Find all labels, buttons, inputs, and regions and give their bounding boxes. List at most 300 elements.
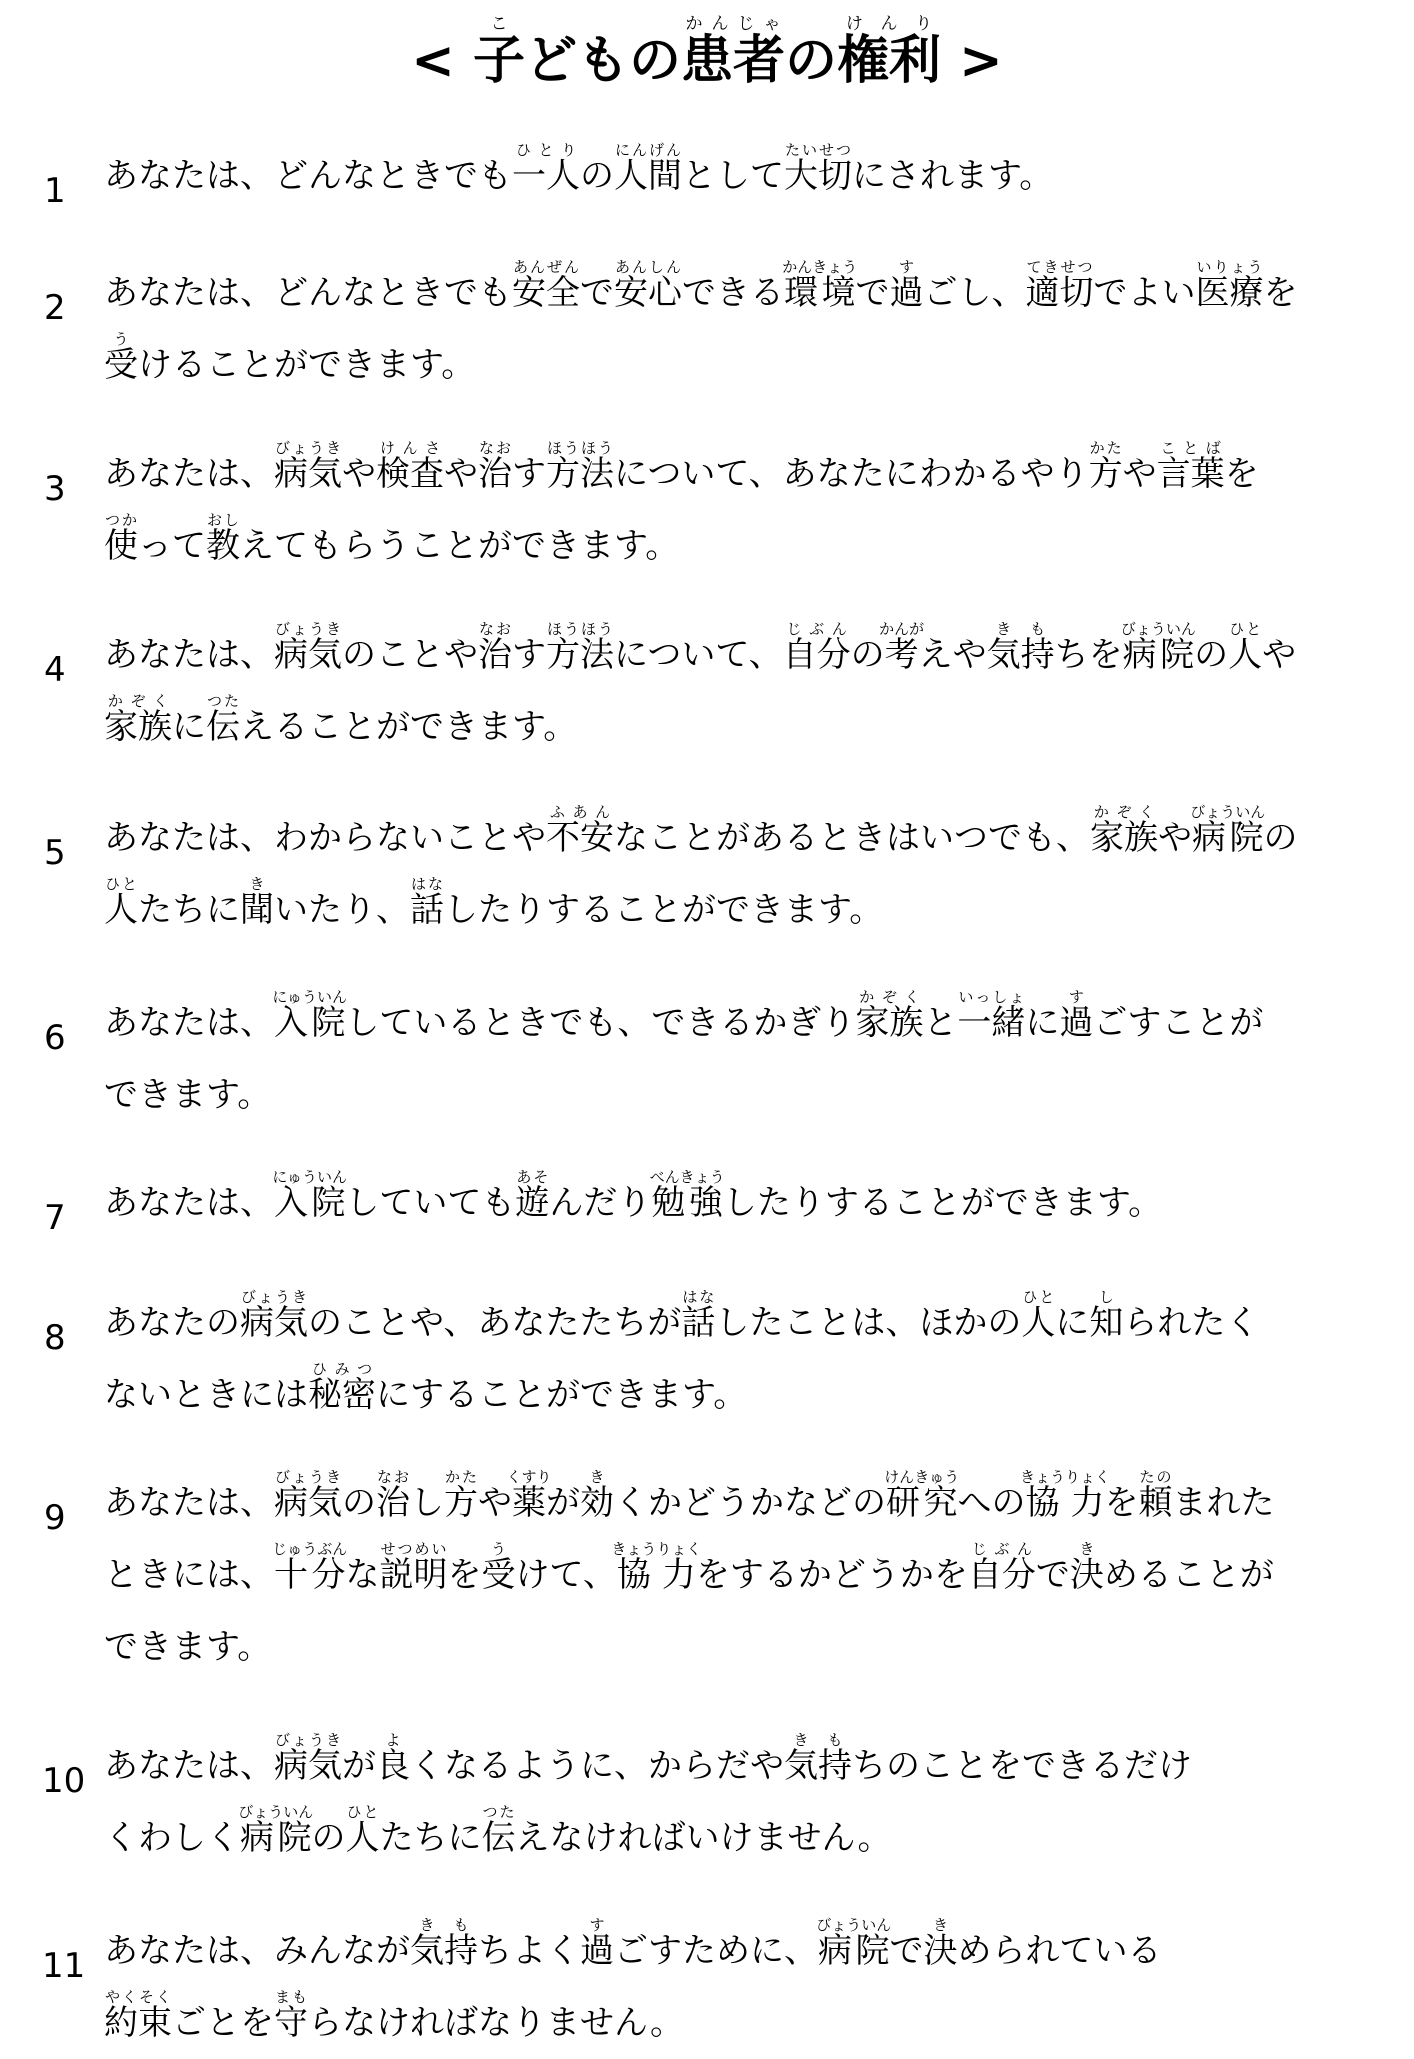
furigana-word [614, 258, 682, 313]
kanji-text: 大切 [784, 156, 852, 196]
furigana-reading: たの [1138, 1468, 1173, 1486]
text-run: の [311, 1818, 346, 1858]
kanji-text: 病院 [238, 1818, 314, 1858]
kanji-text: 気持 [986, 635, 1055, 675]
kanji-text: 方法 [546, 635, 614, 675]
furigana-reading: びょういん [238, 1803, 314, 1821]
furigana-word [104, 875, 138, 930]
furigana-word [1025, 258, 1094, 313]
text-line [104, 1802, 1374, 1874]
furigana-reading: じぶん [967, 1540, 1036, 1558]
text-line [104, 619, 1374, 691]
furigana-word [379, 1540, 448, 1595]
furigana-word [546, 620, 614, 675]
furigana-word [1020, 1468, 1111, 1523]
text-run: けて、 [515, 1555, 617, 1595]
text-run: くなるように、からだや [410, 1746, 784, 1786]
furigana-word [816, 1916, 892, 1971]
furigana-word [1069, 1540, 1104, 1595]
item-number: 2 [44, 288, 66, 328]
kanji-text: 効 [580, 1483, 614, 1523]
text-run: けることができます。 [138, 345, 476, 385]
furigana-word [274, 439, 342, 494]
furigana-reading: ふあん [546, 803, 614, 821]
kanji-text: 病気 [274, 454, 342, 494]
furigana-reading: びょうき [274, 1468, 342, 1486]
furigana-word [478, 620, 512, 675]
furigana-reading: ひと [345, 1803, 380, 1821]
text-run: の [580, 156, 614, 196]
text-run: していても [345, 1183, 516, 1223]
furigana-reading: くすり [506, 1468, 552, 1486]
furigana-word [649, 1168, 725, 1223]
kanji-text: 入院 [272, 1183, 348, 1223]
text-run: できます。 [104, 1075, 272, 1115]
item-number: 3 [44, 469, 66, 509]
text-line [104, 1467, 1374, 1539]
furigana-reading: けんさ [376, 439, 444, 457]
furigana-reading: なお [478, 439, 512, 457]
text-run: って [138, 526, 206, 566]
furigana-reading: にゅういん [272, 1168, 348, 1186]
text-run: あなたは、どんなときでも [104, 156, 512, 196]
kanji-text: 病院 [1190, 818, 1266, 858]
item-text [104, 1287, 1374, 1431]
text-line [104, 1730, 1374, 1802]
furigana-reading: ひと [104, 875, 138, 893]
text-run: の [342, 1483, 376, 1523]
kanji-text: 安全 [512, 273, 580, 313]
text-run: したりすることができます。 [444, 890, 884, 930]
kanji-text: 人 [345, 1818, 380, 1858]
furigana-reading: はな [410, 875, 444, 893]
kanji-text: 決 [923, 1931, 958, 1971]
text-run: られたく [1123, 1303, 1260, 1343]
furigana-word [410, 875, 444, 930]
text-run: えや [918, 635, 987, 675]
furigana-reading: おし [206, 511, 240, 529]
kanji-text: 過 [889, 273, 924, 313]
furigana-reading: いっしょ [957, 988, 1026, 1006]
text-line [104, 1359, 1374, 1431]
kanji-text: 入院 [272, 1003, 348, 1043]
text-run: しているときでも、できるかぎり [345, 1003, 856, 1043]
furigana-word [1190, 803, 1266, 858]
furigana-reading: す [889, 258, 924, 276]
furigana-reading: う [481, 1540, 516, 1558]
furigana-reading: いりょう [1195, 258, 1264, 276]
furigana-reading: にんげん [614, 141, 682, 159]
furigana-reading: なお [376, 1468, 410, 1486]
text-run: に [172, 707, 206, 747]
kanji-text: 勉強 [649, 1183, 725, 1223]
furigana-word [272, 988, 348, 1043]
item-text [104, 1167, 1374, 1239]
furigana-word [308, 1360, 376, 1415]
furigana-word [855, 988, 924, 1043]
furigana-reading: かた [444, 1468, 478, 1486]
furigana-word [1089, 1288, 1124, 1343]
kanji-text: 方法 [546, 454, 614, 494]
text-run: あなたは、 [104, 635, 274, 675]
text-run: められている [957, 1931, 1162, 1971]
furigana-word [967, 1540, 1036, 1595]
item-text [104, 140, 1374, 212]
furigana-reading: かぞく [1090, 803, 1158, 821]
furigana-reading: けんきゅう [884, 1468, 960, 1486]
furigana-reading: う [104, 330, 138, 348]
text-run: ないときには [104, 1375, 308, 1415]
furigana-word [546, 803, 614, 858]
furigana-reading: ほうほう [546, 439, 614, 457]
text-line [104, 1539, 1374, 1611]
furigana-word [1228, 620, 1263, 675]
furigana-reading: き [1069, 1540, 1104, 1558]
text-run: できる [682, 273, 784, 313]
text-run: のことや [342, 635, 478, 675]
item-number: 1 [44, 171, 66, 211]
text-run: をするかどうかを [695, 1555, 968, 1595]
furigana-word [546, 439, 614, 494]
furigana-word [206, 511, 240, 566]
furigana-word [879, 620, 925, 675]
furigana-reading: き [923, 1916, 958, 1934]
kanji-text: 研究 [884, 1483, 960, 1523]
furigana-word [481, 1803, 516, 1858]
text-run: ごとを [172, 2003, 274, 2043]
furigana-reading: きも [784, 1731, 852, 1749]
furigana-word [472, 14, 525, 91]
kanji-text: 守 [274, 2003, 308, 2043]
kanji-text: 患者 [680, 31, 785, 91]
kanji-text: 家族 [855, 1003, 924, 1043]
text-run: したりすることができます。 [722, 1183, 1163, 1223]
kanji-text: 知 [1089, 1303, 1124, 1343]
furigana-reading: はな [681, 1288, 716, 1306]
kanji-text: 権利 [837, 31, 942, 91]
kanji-text: 不安 [546, 818, 614, 858]
kanji-text: 考 [879, 635, 925, 675]
furigana-word [512, 141, 580, 196]
text-run: あなたは、みんなが [104, 1931, 410, 1971]
furigana-word [1090, 803, 1158, 858]
kanji-text: 言葉 [1156, 454, 1225, 494]
furigana-word [206, 692, 240, 747]
furigana-reading: す [1059, 988, 1094, 1006]
text-run: で [889, 1931, 924, 1971]
text-run: を [1263, 273, 1298, 313]
furigana-word [104, 511, 138, 566]
furigana-word [1120, 620, 1196, 675]
text-line [104, 510, 1374, 582]
text-run: なことがあるときはいつでも、 [614, 818, 1090, 858]
text-run: えてもらうことができます。 [240, 526, 680, 566]
furigana-word [784, 1731, 852, 1786]
text-run: たちに [138, 890, 240, 930]
furigana-reading: つた [206, 692, 240, 710]
kanji-text: 自分 [782, 635, 851, 675]
kanji-text: 医療 [1195, 273, 1264, 313]
kanji-text: 人間 [614, 156, 682, 196]
furigana-reading: きょうりょく [1020, 1468, 1111, 1486]
furigana-word [376, 1731, 410, 1786]
item-text [104, 257, 1374, 401]
kanji-text: 一緒 [957, 1003, 1026, 1043]
furigana-word [481, 1540, 516, 1595]
kanji-text: 病院 [1120, 635, 1196, 675]
kanji-text: 病気 [274, 1483, 342, 1523]
kanji-text: 病気 [274, 635, 342, 675]
furigana-reading: よ [376, 1731, 410, 1749]
furigana-word [274, 1988, 308, 2043]
furigana-word [782, 258, 858, 313]
furigana-reading: あんしん [614, 258, 682, 276]
furigana-word [274, 1468, 342, 1523]
furigana-word [444, 1468, 478, 1523]
kanji-text: 家族 [1090, 818, 1158, 858]
text-run: に [1055, 1303, 1090, 1343]
text-run: や [1158, 818, 1192, 858]
text-run: ちを [1054, 635, 1123, 675]
furigana-word [376, 439, 444, 494]
text-line [104, 438, 1374, 510]
kanji-text: 人 [104, 890, 138, 930]
furigana-reading: びょういん [1190, 803, 1266, 821]
text-run: を [1104, 1483, 1139, 1523]
text-run: あなたは、どんなときでも [104, 273, 512, 313]
item-number: 9 [44, 1498, 66, 1538]
furigana-word [1059, 988, 1094, 1043]
text-run: と [923, 1003, 958, 1043]
item-text [104, 1730, 1374, 1874]
furigana-word [681, 1288, 716, 1343]
text-line [104, 1059, 1374, 1131]
kanji-text: 治 [376, 1483, 410, 1523]
text-line [104, 257, 1374, 329]
furigana-word [238, 1803, 314, 1858]
text-run: を [447, 1555, 482, 1595]
furigana-reading: かぞく [104, 692, 172, 710]
text-run: あなたは、わからないことや [104, 818, 546, 858]
page-title [0, 14, 1414, 106]
furigana-word [1021, 1288, 1056, 1343]
furigana-reading: あんぜん [512, 258, 580, 276]
kanji-text: 適切 [1025, 273, 1094, 313]
furigana-reading: き [240, 875, 274, 893]
text-run: で [855, 273, 890, 313]
text-run: まれた [1172, 1483, 1275, 1523]
text-run: について、 [614, 635, 783, 675]
text-run: の [850, 635, 885, 675]
furigana-word [580, 1916, 614, 1971]
furigana-reading: つか [104, 511, 138, 529]
kanji-text: 受 [104, 345, 138, 385]
text-run: のことや、あなたたちが [308, 1303, 682, 1343]
furigana-reading: じゅうぶん [272, 1540, 348, 1558]
kanji-text: 病気 [240, 1303, 308, 1343]
text-run: ちのことをできるだけ [852, 1746, 1192, 1786]
text-run: えなければいけません。 [515, 1818, 892, 1858]
text-run: < [411, 31, 473, 91]
furigana-reading: ひと [1021, 1288, 1056, 1306]
text-line [104, 874, 1374, 946]
text-run: いたり、 [274, 890, 410, 930]
furigana-word [104, 692, 172, 747]
text-run: に [1025, 1003, 1060, 1043]
furigana-reading: やくそく [104, 1988, 172, 2006]
furigana-word [782, 620, 851, 675]
text-run: や [444, 454, 478, 494]
furigana-reading: かんじゃ [680, 14, 785, 34]
kanji-text: 良 [376, 1746, 410, 1786]
kanji-text: 伝 [481, 1818, 516, 1858]
furigana-reading: べんきょう [649, 1168, 725, 1186]
furigana-reading: びょういん [816, 1916, 892, 1934]
kanji-text: 人 [1021, 1303, 1056, 1343]
kanji-text: 説明 [379, 1555, 448, 1595]
furigana-word [957, 988, 1026, 1043]
furigana-reading: し [1089, 1288, 1124, 1306]
text-run: あなたは、 [104, 454, 274, 494]
furigana-word [611, 1540, 702, 1595]
item-number: 10 [42, 1761, 86, 1801]
furigana-reading: ほうほう [546, 620, 614, 638]
furigana-word [1138, 1468, 1173, 1523]
furigana-reading: ことば [1156, 439, 1225, 457]
text-run: あなたは、 [104, 1183, 274, 1223]
text-run: について、あなたにわかるやり [614, 454, 1089, 494]
text-run: ちよく [478, 1931, 580, 1971]
kanji-text: 子 [472, 31, 525, 91]
text-run: あなたは、 [104, 1746, 274, 1786]
text-run: の [1194, 635, 1229, 675]
kanji-text: 自分 [967, 1555, 1036, 1595]
furigana-word [240, 875, 274, 930]
text-run: ごすために、 [614, 1931, 818, 1971]
furigana-word [986, 620, 1055, 675]
text-run: ごすことが [1093, 1003, 1264, 1043]
furigana-reading: あそ [515, 1168, 550, 1186]
furigana-word [104, 1988, 172, 2043]
furigana-reading: つた [481, 1803, 516, 1821]
text-run: が [546, 1483, 580, 1523]
text-run: や [1122, 454, 1157, 494]
kanji-text: 秘密 [308, 1375, 376, 1415]
kanji-text: 検査 [376, 454, 444, 494]
text-run: の [1263, 818, 1298, 858]
text-run: あなたの [104, 1303, 240, 1343]
text-run: たちに [379, 1818, 482, 1858]
text-run: どもの [524, 31, 681, 91]
furigana-reading: びょうき [274, 439, 342, 457]
furigana-reading: かぞく [855, 988, 924, 1006]
text-run: えることができます。 [240, 707, 578, 747]
kanji-text: 使 [104, 526, 138, 566]
text-run: ごし、 [923, 273, 1026, 313]
item-text [104, 619, 1374, 763]
text-run: として [682, 156, 784, 196]
kanji-text: 教 [206, 526, 240, 566]
text-run: にすることができます。 [376, 1375, 748, 1415]
text-line [104, 1611, 1374, 1683]
furigana-reading: まも [274, 1988, 308, 2006]
text-run: くわしく [104, 1818, 240, 1858]
furigana-reading: てきせつ [1025, 258, 1094, 276]
text-run: んだり [549, 1183, 652, 1223]
furigana-word [1195, 258, 1264, 313]
furigana-word [506, 1468, 552, 1523]
text-run: ときには、 [104, 1555, 274, 1595]
text-run: や [478, 1483, 512, 1523]
furigana-reading: なお [478, 620, 512, 638]
text-run: あなたは、 [104, 1003, 274, 1043]
text-run: な [345, 1555, 380, 1595]
kanji-text: 人 [1228, 635, 1263, 675]
text-run: できます。 [104, 1627, 272, 1667]
furigana-word [1156, 439, 1225, 494]
kanji-text: 協力 [611, 1555, 702, 1595]
text-run: で [580, 273, 614, 313]
furigana-reading: にゅういん [272, 988, 348, 1006]
furigana-reading: き [580, 1468, 614, 1486]
furigana-word [515, 1168, 550, 1223]
text-line [104, 1915, 1374, 1987]
furigana-word [837, 14, 942, 91]
text-run: す [512, 635, 546, 675]
kanji-text: 治 [478, 635, 512, 675]
kanji-text: 十分 [272, 1555, 348, 1595]
kanji-text: 頼 [1138, 1483, 1173, 1523]
kanji-text: 気持 [410, 1931, 478, 1971]
text-run: したことは、ほかの [715, 1303, 1022, 1343]
text-line [104, 1987, 1374, 2059]
text-run: めることが [1103, 1555, 1274, 1595]
item-number: 5 [44, 833, 66, 873]
furigana-word [240, 1288, 308, 1343]
furigana-reading: じぶん [782, 620, 851, 638]
kanji-text: 伝 [206, 707, 240, 747]
furigana-reading: かんが [879, 620, 925, 638]
kanji-text: 方 [1088, 454, 1123, 494]
furigana-word [884, 1468, 960, 1523]
kanji-text: 家族 [104, 707, 172, 747]
text-run: にされます。 [852, 156, 1054, 196]
kanji-text: 一人 [512, 156, 580, 196]
item-text [104, 802, 1374, 946]
kanji-text: 遊 [515, 1183, 550, 1223]
furigana-reading: きも [986, 620, 1055, 638]
furigana-reading: かた [1088, 439, 1123, 457]
text-run: す [512, 454, 546, 494]
text-run: や [1262, 635, 1297, 675]
item-number: 11 [42, 1946, 86, 1986]
text-run: を [1224, 454, 1259, 494]
furigana-word [410, 1916, 478, 1971]
furigana-reading: ひと [1228, 620, 1263, 638]
kanji-text: 話 [681, 1303, 716, 1343]
kanji-text: 治 [478, 454, 512, 494]
text-run: が [342, 1746, 376, 1786]
text-line [104, 140, 1374, 212]
text-line [104, 987, 1374, 1059]
furigana-word [923, 1916, 958, 1971]
furigana-reading: ひみつ [308, 1360, 376, 1378]
item-number: 6 [44, 1018, 66, 1058]
text-run: らなければなりません。 [308, 2003, 685, 2043]
text-run: や [342, 454, 376, 494]
text-line [104, 329, 1374, 401]
furigana-reading: きも [410, 1916, 478, 1934]
